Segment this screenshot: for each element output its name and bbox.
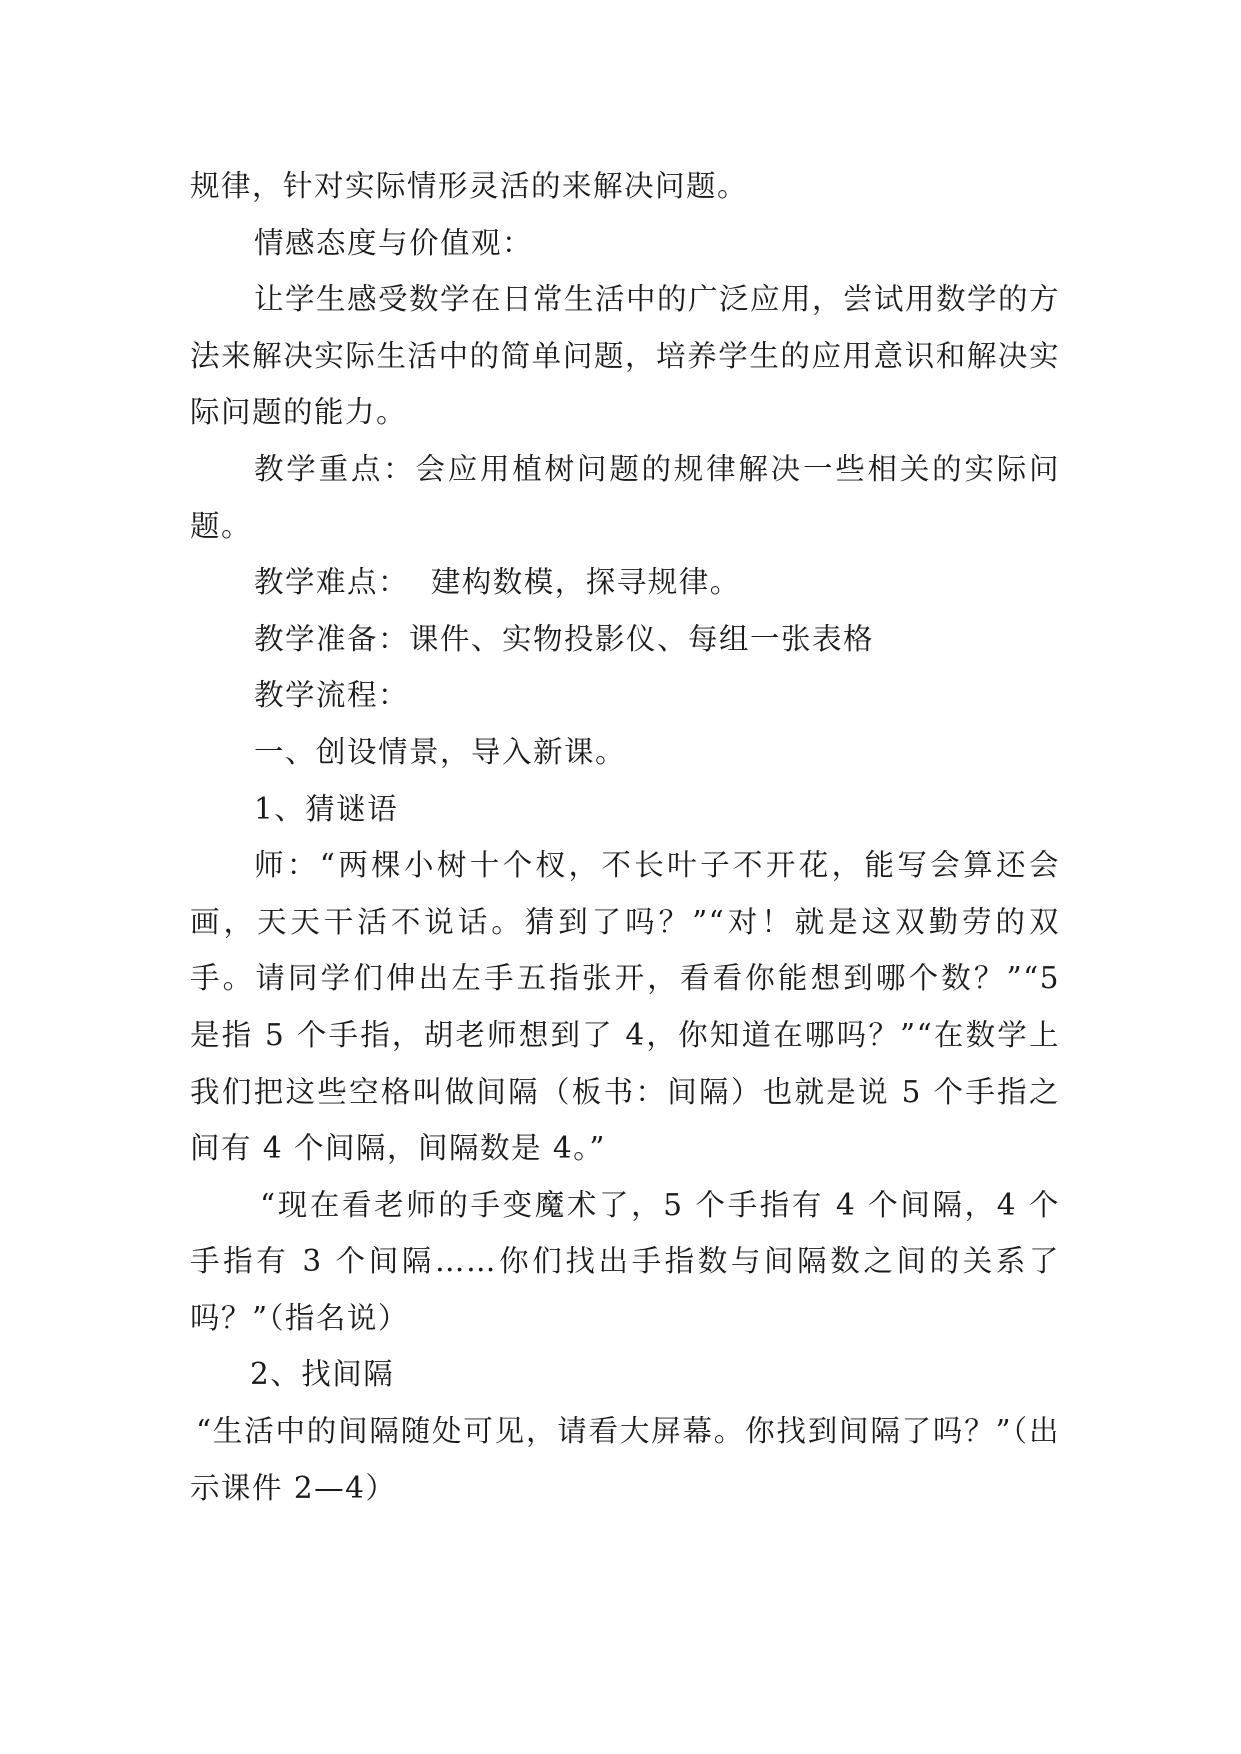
paragraph-section-one: 一、创设情景，导入新课。 bbox=[254, 734, 627, 769]
paragraph-continuation: 规律，针对实际情形灵活的来解决问题。 bbox=[190, 169, 749, 203]
paragraph-teaching-process: 教学流程： bbox=[254, 678, 410, 713]
paragraph-teaching-difficulty: 教学难点： 建构数模，探寻规律。 bbox=[254, 565, 741, 600]
paragraph-life-interval-quote: “生活中的间隔随处可见，请看大屏幕。你找到间隔了吗？”（出示课件 2—4） bbox=[190, 1414, 1060, 1505]
paragraph-teaching-preparation: 教学准备：课件、实物投影仪、每组一张表格 bbox=[254, 621, 875, 656]
document-body bbox=[190, 158, 1060, 1516]
paragraph-teaching-focus: 教学重点：会应用植树问题的规律解决一些相关的实际问题。 bbox=[190, 451, 1060, 543]
paragraph-emotion-goal: 让学生感受数学在日常生活中的广泛应用，尝试用数学的方法来解决实际生活中的简单问题，培养学生的应用意识和解决实际问题的能力。 bbox=[190, 282, 1061, 430]
paragraph-find-interval-heading: 2、找间隔 bbox=[250, 1357, 395, 1392]
paragraph-riddle-heading: 1、猜谜语 bbox=[254, 791, 399, 826]
paragraph-heading-emotion: 情感态度与价值观： bbox=[254, 225, 534, 260]
paragraph-magic-quote: “现在看老师的手变魔术了，5 个手指有 4 个间隔，4 个手指有 3 个间隔……你们找出手指数与间隔数之间的关系了吗？”（指名说） bbox=[190, 1187, 1060, 1335]
paragraph-riddle-dialogue: 师：“两棵小树十个杈，不长叶子不开花，能写会算还会画，天天干活不说话。猜到了吗？”“对！就是这双勤劳的双手。请同学们伸出左手五指张开，看看你能想到哪个数？”“5 是指 5 个手指，胡老师想到了 4，你知道在哪吗？”“在数学上我们把这些空格叫做间隔（板书：间隔）也就是说 5 个手指之间有 4 个间隔，间隔数是 4。” bbox=[190, 848, 1060, 1166]
